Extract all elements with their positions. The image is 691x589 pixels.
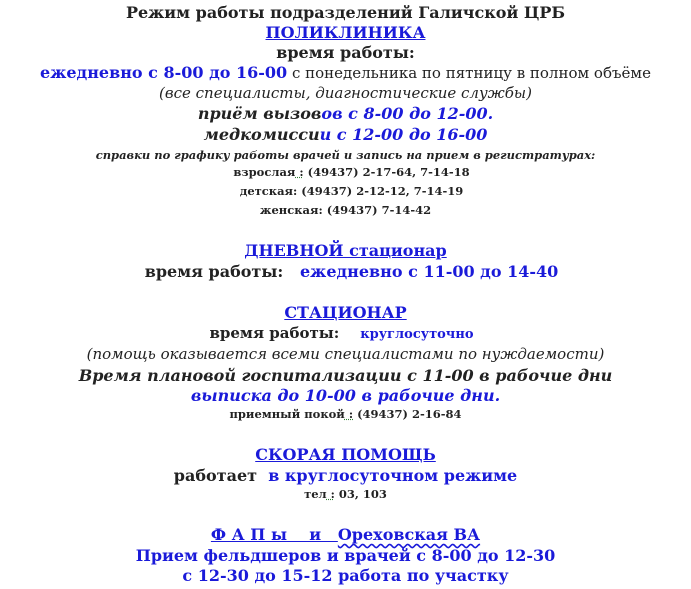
hospital-reception-label: приемный покой [229,407,345,421]
ambulance-phone-line [0,489,691,501]
phone-adult-sep: : [295,165,304,179]
phone-women [0,205,691,217]
hospital-planned-line [0,368,691,384]
ambulance-phone-sep: : [326,487,335,501]
day-hospital-heading-b: стационар [343,241,447,260]
day-hospital-heading [0,243,691,259]
polyclinic-med-a: медкомисси [203,125,320,144]
hospital-reception-sep: : [344,407,354,421]
day-hospital-schedule: ежедневно с 11-00 до 14-40 [299,262,559,281]
polyclinic-schedule-line [0,65,691,81]
ambulance-phone-label: тел [304,487,327,501]
fap-heading-a: Ф А П ы [210,525,287,544]
hospital-note: (помощь оказывается всеми специалистами по нуждаемости) [86,345,605,363]
hospital-planned-a: Время плановой госпитализации с [78,366,423,385]
fap-heading-b: и [286,525,338,544]
polyclinic-schedule-days: с понедельника по пятницу в полном объёме [287,64,651,82]
day-hospital-schedule-line [6,264,691,280]
fap-heading [0,527,691,543]
hospital-reception-number: (49437) 2-16-84 [353,407,462,421]
day-hospital-heading-a: ДНЕВНОЙ [244,241,344,260]
ambulance-phone-number: 03, 103 [334,487,387,501]
phone-children [6,186,691,198]
polyclinic-calls-b: ов с 8-00 до 12-00. [321,104,494,123]
hospital-schedule-line [0,326,687,341]
hospital-reception-line [0,409,691,421]
phone-adult [6,167,691,179]
fap-line-2: с 12-30 до 15-12 работа по участку [182,566,509,585]
polyclinic-schedule: ежедневно с 8-00 до 16-00 [40,63,288,82]
phone-children-label: детская: [239,184,298,198]
hospital-discharge-b: до 10-00 в рабочие дни. [277,386,501,405]
fap-line-1: Прием фельдшеров и врачей с 8-00 до 12-30 [135,546,556,565]
hospital-discharge-line [0,388,691,404]
polyclinic-info-line: справки по графику работы врачей и запись на прием в регистратурах: [95,148,596,162]
fap-heading-c: Ореховская ВА [337,525,481,544]
hospital-planned-b: 11-00 в рабочие дни [422,366,613,385]
ambulance-schedule-line [0,468,691,484]
hospital-heading: СТАЦИОНАР [284,303,407,322]
polyclinic-calls-a: приём вызов [197,104,322,123]
hospital-discharge-a: выписка [190,386,278,405]
phone-children-number: (49437) 2-12-12, 7-14-19 [297,184,464,198]
hospital-schedule: круглосуточно [360,327,474,342]
polyclinic-note: (все специалисты, диагностические службы) [159,84,532,102]
polyclinic-calls-line [0,106,691,122]
hospital-work-time-label: время работы: [209,324,340,342]
polyclinic-heading: ПОЛИКЛИНИКА [265,23,426,42]
ambulance-schedule: в круглосуточном режиме [268,466,518,485]
phone-adult-label: взрослая [233,165,296,179]
ambulance-works-label: работает [173,466,258,485]
phone-women-number: (49437) 7-14-42 [322,203,432,217]
polyclinic-medcommission-line [0,127,691,143]
polyclinic-work-time-label: время работы: [276,43,415,62]
day-hospital-work-time-label: время работы: [144,262,284,281]
page-title: Режим работы подразделений Галичской ЦРБ [125,3,566,22]
phone-adult-number: (49437) 2-17-64, 7-14-18 [303,165,470,179]
polyclinic-med-b: и с 12-00 до 16-00 [319,125,488,144]
ambulance-heading: СКОРАЯ ПОМОЩЬ [255,445,436,464]
phone-women-label: женская: [259,203,323,217]
